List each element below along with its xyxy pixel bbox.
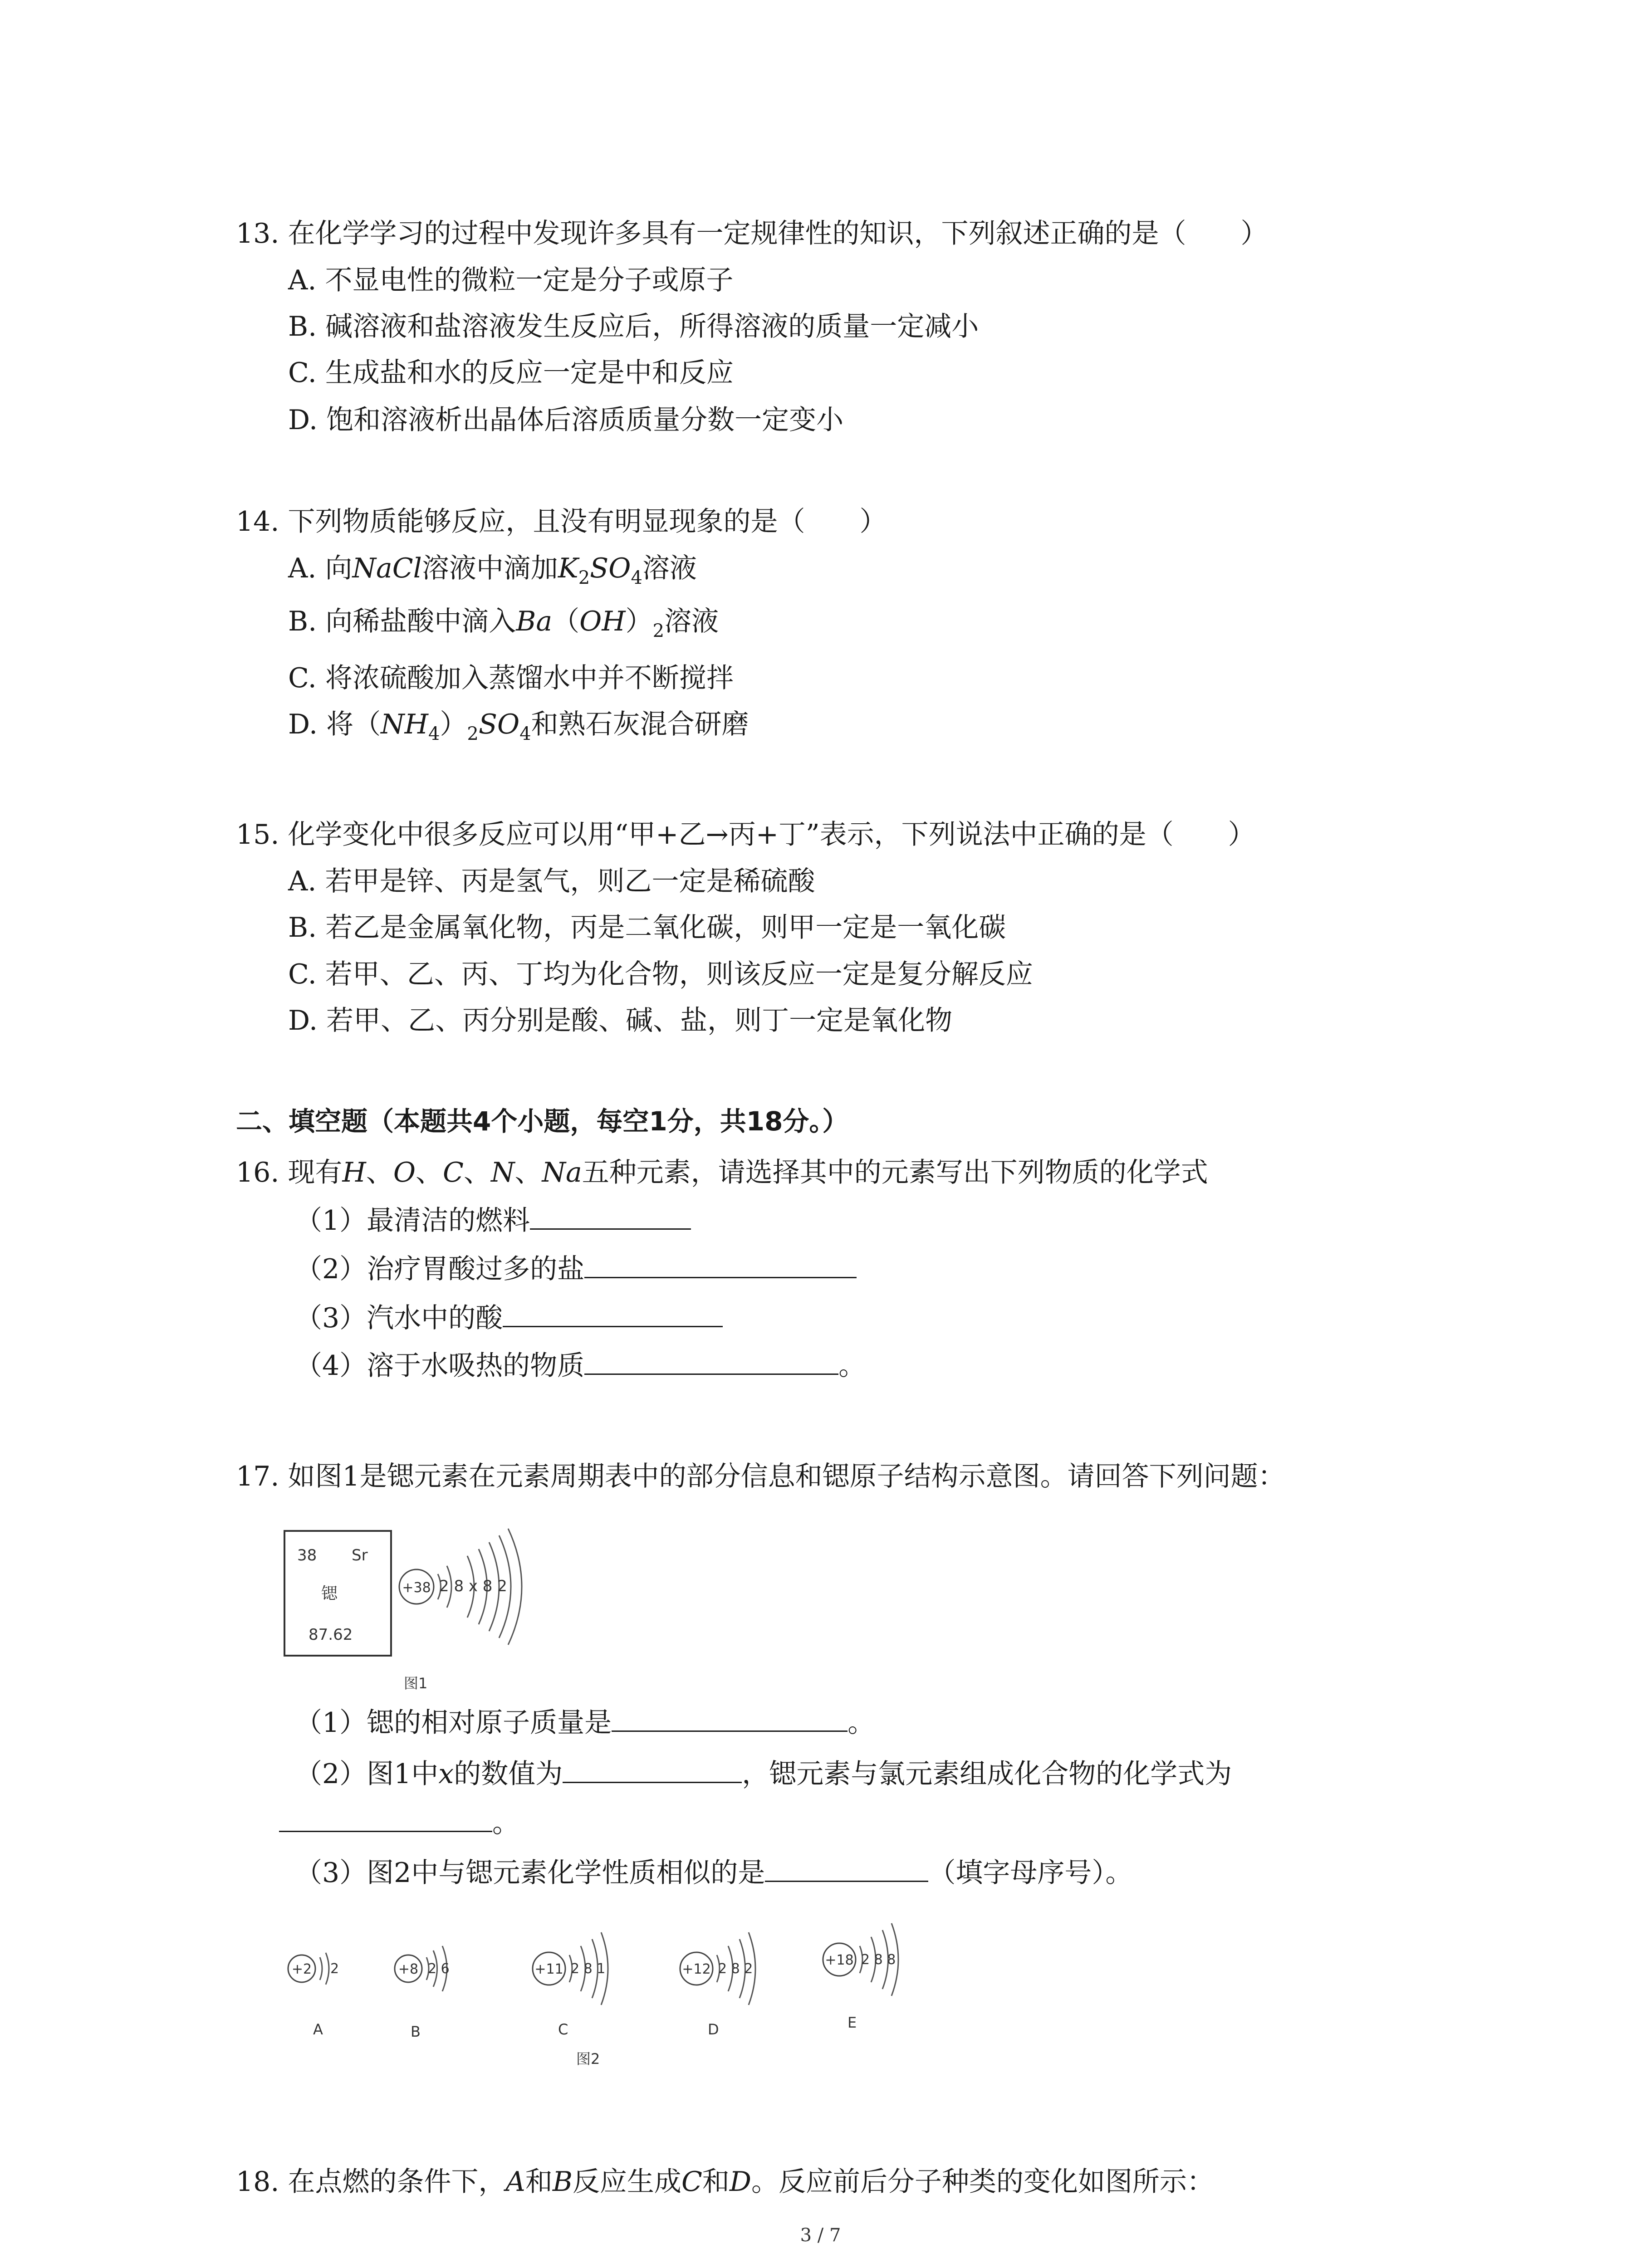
answer-blank-16-3[interactable] bbox=[503, 1300, 723, 1327]
figure-1 bbox=[272, 1510, 590, 1701]
answer-blank-17-2b[interactable] bbox=[279, 1804, 492, 1832]
atom-nucleus-charge: +38 bbox=[402, 1580, 431, 1596]
q14-stem: 14. 下列物质能够反应，且没有明显现象的是（ ） bbox=[236, 506, 887, 538]
answer-blank-16-4[interactable] bbox=[584, 1347, 838, 1375]
answer-blank-17-3[interactable] bbox=[765, 1854, 928, 1882]
atom-diagram-d bbox=[680, 1932, 755, 2038]
q17-sub-1: （1）锶的相对原子质量是 。 bbox=[295, 1704, 875, 1741]
q15-option-c: C. 若甲、乙、丙、丁均为化合物，则该反应一定是复分解反应 bbox=[288, 958, 1033, 990]
q16-sub-1: （1）最清洁的燃料 bbox=[295, 1202, 691, 1239]
atom-label-e: E bbox=[847, 2014, 857, 2031]
answer-blank-17-2a[interactable] bbox=[563, 1755, 742, 1783]
page-number: 3 / 7 bbox=[800, 2225, 841, 2246]
figure-1-caption: 图1 bbox=[404, 1675, 428, 1692]
q13-option-d: D. 饱和溶液析出晶体后溶质质量分数一定变小 bbox=[288, 404, 844, 436]
q15-option-a: A. 若甲是锌、丙是氢气，则乙一定是稀硫酸 bbox=[288, 865, 815, 897]
svg-text:+2: +2 bbox=[291, 1961, 312, 1977]
svg-text:2 6: 2 6 bbox=[428, 1961, 450, 1977]
q14-option-d: D. 将$(NH_4)_2SO_4$和熟石灰混合研磨 bbox=[288, 709, 749, 744]
atom-diagram-e bbox=[823, 1923, 898, 2031]
atom-label-c: C bbox=[558, 2021, 568, 2038]
atom-label-a: A bbox=[313, 2021, 323, 2038]
svg-text:2 8 2: 2 8 2 bbox=[718, 1961, 753, 1977]
q17-sub-3: （3）图2中与锶元素化学性质相似的是 （填字母序号）。 bbox=[295, 1854, 1132, 1891]
figure-2 bbox=[272, 1919, 953, 2118]
element-symbol: Sr bbox=[352, 1546, 368, 1564]
q14-option-b: B. 向稀盐酸中滴入$Ba(OH)_2$溶液 bbox=[288, 606, 719, 641]
atom-label-d: D bbox=[708, 2021, 719, 2038]
q13-option-b: B. 碱溶液和盐溶液发生反应后，所得溶液的质量一定减小 bbox=[288, 311, 979, 342]
q15-option-d: D. 若甲、乙、丙分别是酸、碱、盐，则丁一定是氧化物 bbox=[288, 1005, 953, 1036]
shell-electrons: 2 8 x 8 2 bbox=[439, 1577, 507, 1595]
svg-text:+8: +8 bbox=[398, 1961, 419, 1977]
svg-text:2: 2 bbox=[330, 1961, 339, 1977]
element-name: 锶 bbox=[321, 1584, 338, 1603]
answer-blank-17-1[interactable] bbox=[612, 1704, 847, 1732]
answer-blank-16-1[interactable] bbox=[530, 1202, 691, 1230]
q13-option-c: C. 生成盐和水的反应一定是中和反应 bbox=[288, 357, 734, 389]
q16-sub-2: （2）治疗胃酸过多的盐 bbox=[295, 1251, 857, 1287]
atomic-mass: 87.62 bbox=[309, 1626, 353, 1644]
svg-text:2 8 1: 2 8 1 bbox=[571, 1961, 606, 1977]
atom-diagram-a bbox=[288, 1953, 339, 2038]
atomic-number: 38 bbox=[297, 1546, 317, 1564]
atom-diagram-c bbox=[533, 1932, 608, 2038]
answer-blank-16-2[interactable] bbox=[584, 1251, 857, 1278]
q17-stem: 17. 如图1是锶元素在元素周期表中的部分信息和锶原子结构示意图。请回答下列问题： bbox=[236, 1461, 1285, 1492]
q15-option-b: B. 若乙是金属氧化物，丙是二氧化碳，则甲一定是一氧化碳 bbox=[288, 912, 1006, 943]
q14-option-a: A. 向NaCl溶液中滴加$K_2SO_4$溶液 bbox=[288, 552, 697, 588]
svg-text:+12: +12 bbox=[682, 1961, 711, 1977]
q14-option-c: C. 将浓硫酸加入蒸馏水中并不断搅拌 bbox=[288, 662, 734, 694]
q16-sub-3: （3）汽水中的酸 bbox=[295, 1300, 723, 1336]
q13-stem: 13. 在化学学习的过程中发现许多具有一定规律性的知识，下列叙述正确的是（ ） bbox=[236, 218, 1268, 249]
q13-option-a: A. 不显电性的微粒一定是分子或原子 bbox=[288, 264, 734, 296]
figure-2-caption: 图2 bbox=[576, 2050, 600, 2068]
q15-stem: 15. 化学变化中很多反应可以用“甲+乙→丙+丁”表示，下列说法中正确的是（ ） bbox=[236, 819, 1255, 850]
svg-text:+11: +11 bbox=[534, 1961, 563, 1977]
svg-text:+18: +18 bbox=[825, 1952, 854, 1968]
q17-sub-2: （2）图1中x的数值为 ，锶元素与氯元素组成化合物的化学式为 bbox=[295, 1755, 1232, 1792]
atom-diagram-b bbox=[395, 1946, 450, 2040]
q16-sub-4: （4）溶于水吸热的物质 。 bbox=[295, 1347, 866, 1384]
svg-text:2 8 8: 2 8 8 bbox=[861, 1952, 896, 1968]
atom-label-b: B bbox=[411, 2023, 421, 2040]
q16-stem: 16. 现有H、O、C、N、Na五种元素，请选择其中的元素写出下列物质的化学式 bbox=[236, 1157, 1208, 1188]
section-heading: 二、填空题（本题共4个小题，每空1分，共18分。） bbox=[236, 1106, 849, 1137]
q17-sub-2-continued: 。 bbox=[279, 1804, 519, 1841]
q18-stem: 18. 在点燃的条件下，A和B反应生成C和D。反应前后分子种类的变化如图所示： bbox=[236, 2166, 1214, 2198]
